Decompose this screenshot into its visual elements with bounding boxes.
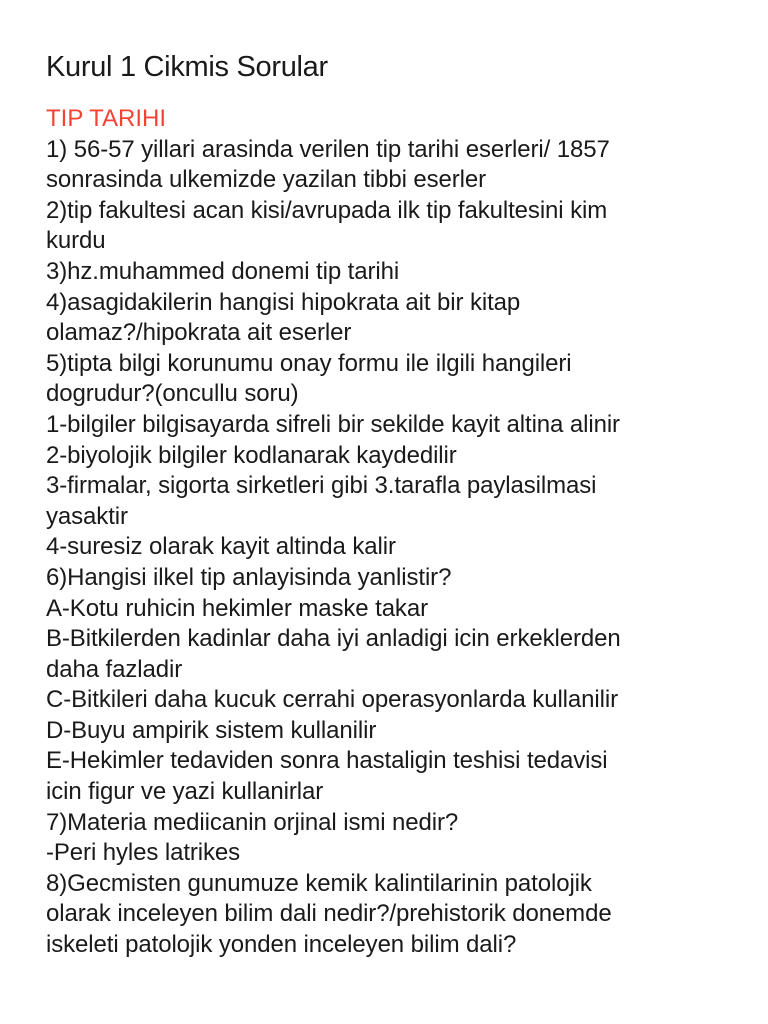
text-line: 4-suresiz olarak kayit altinda kalir bbox=[46, 533, 396, 561]
text-line: dogrudur?(oncullu soru) bbox=[46, 380, 299, 408]
text-line: 5)tipta bilgi korunumu onay formu ile ilgili hangileri bbox=[46, 349, 572, 377]
text-line: iskeleti patolojik yonden inceleyen bilim dali? bbox=[46, 931, 517, 959]
document-page bbox=[46, 48, 736, 961]
text-line: yasaktir bbox=[46, 502, 128, 530]
section-heading: TIP TARIHI bbox=[46, 105, 167, 132]
text-line: 3-firmalar, sigorta sirketleri gibi 3.tarafla paylasilmasi bbox=[46, 472, 597, 500]
question-list bbox=[46, 135, 736, 961]
text-line: 4)asagidakilerin hangisi hipokrata ait bir kitap bbox=[46, 288, 521, 316]
text-line: 3)hz.muhammed donemi tip tarihi bbox=[46, 257, 400, 285]
text-line: 2)tip fakultesi acan kisi/avrupada ilk tip fakultesini kim bbox=[46, 196, 608, 224]
text-line: olamaz?/hipokrata ait eserler bbox=[46, 319, 352, 347]
text-line: E-Hekimler tedaviden sonra hastaligin teshisi tedavisi bbox=[46, 747, 608, 775]
text-line: A-Kotu ruhicin hekimler maske takar bbox=[46, 594, 428, 622]
text-line: 6)Hangisi ilkel tip anlayisinda yanlistir? bbox=[46, 563, 452, 591]
text-line: -Peri hyles latrikes bbox=[46, 839, 241, 867]
text-line: 8)Gecmisten gunumuze kemik kalintilarinin patolojik bbox=[46, 869, 592, 897]
text-line: 7)Materia mediicanin orjinal ismi nedir? bbox=[46, 808, 459, 836]
text-line: icin figur ve yazi kullanirlar bbox=[46, 778, 324, 806]
text-line: C-Bitkileri daha kucuk cerrahi operasyonlarda kullanilir bbox=[46, 686, 618, 714]
text-line: olarak inceleyen bilim dali nedir?/prehistorik donemde bbox=[46, 900, 612, 928]
document-title: Kurul 1 Cikmis Sorular bbox=[46, 51, 328, 83]
text-line: 1-bilgiler bilgisayarda sifreli bir sekilde kayit altina alinir bbox=[46, 410, 620, 438]
text-line: 1) 56-57 yillari arasinda verilen tip tarihi eserleri/ 1857 bbox=[46, 135, 610, 163]
text-line: D-Buyu ampirik sistem kullanilir bbox=[46, 716, 377, 744]
text-line: 2-biyolojik bilgiler kodlanarak kaydedilir bbox=[46, 441, 457, 469]
text-line: sonrasinda ulkemizde yazilan tibbi eserler bbox=[46, 166, 487, 194]
text-line: daha fazladir bbox=[46, 655, 183, 683]
text-line: B-Bitkilerden kadinlar daha iyi anladigi icin erkeklerden bbox=[46, 625, 621, 653]
text-line: kurdu bbox=[46, 227, 106, 255]
